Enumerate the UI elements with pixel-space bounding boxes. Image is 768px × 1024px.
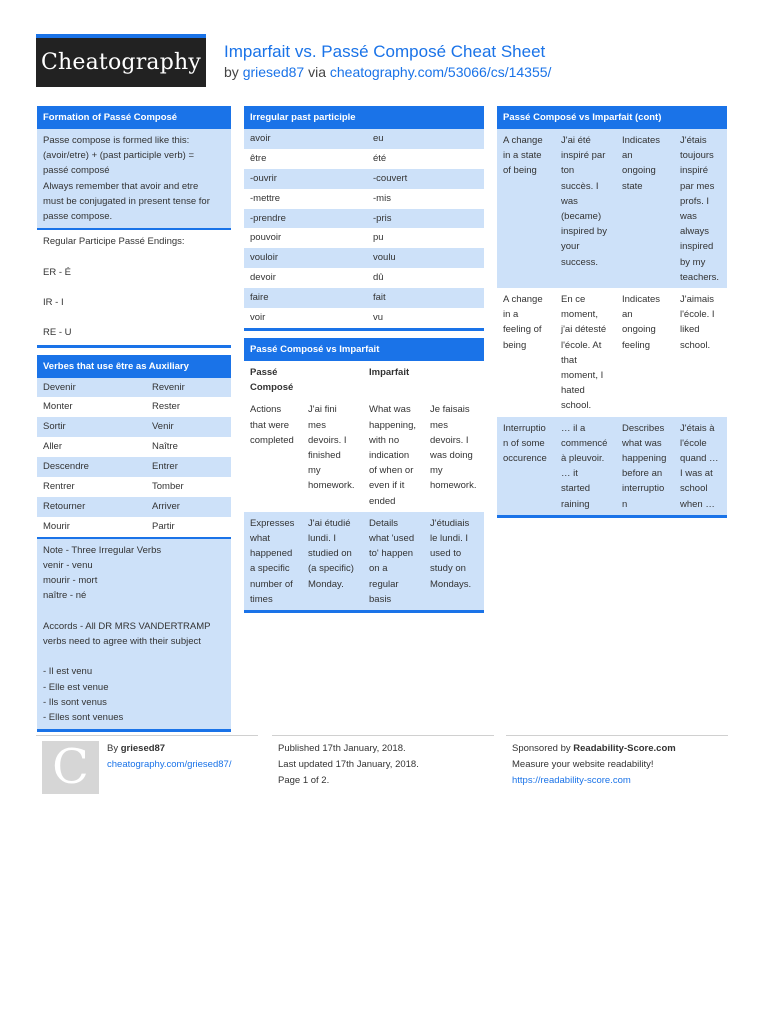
text-line: must be conjugated in present tense for <box>43 195 210 207</box>
footer-divider <box>36 735 258 736</box>
pc-vs-imp-header: Passé Composé vs Imparfait <box>244 338 484 361</box>
participle-row <box>244 129 484 149</box>
cell-right: voulu <box>373 252 396 264</box>
sponsor-tagline: Measure your website readability! <box>512 759 654 770</box>
table-cell: Details what 'used to' happen on a regular basis <box>369 517 415 605</box>
column-header: Passé Composé <box>250 366 294 394</box>
irregular-table <box>244 129 484 328</box>
page-title: Imparfait vs. Passé Composé Cheat Sheet <box>224 42 546 61</box>
cell-left: vouloir <box>250 252 278 264</box>
table-cell: Describes what was happening before an interruptio n <box>622 422 667 510</box>
note-line: - Il est venu <box>43 666 93 678</box>
cell-left: voir <box>250 312 266 324</box>
table-cell: Indicates an ongoing state <box>622 135 661 192</box>
table-cell: En ce moment, j'ai détesté l'école. At that moment, I hated school. <box>561 294 607 412</box>
cell-right: Partir <box>152 520 175 532</box>
table-cell: Expresses what happened a specific number of times <box>250 517 295 605</box>
participle-row <box>244 169 484 189</box>
column-3 <box>497 106 727 525</box>
formation-section <box>37 106 231 348</box>
verb-row <box>37 417 231 437</box>
column-2 <box>244 106 484 620</box>
page-number: Page 1 of 2. <box>278 775 330 786</box>
pc-vs-imp-cont-section <box>497 106 727 518</box>
participle-row <box>244 189 484 209</box>
cell-right: Arriver <box>152 500 180 512</box>
formation-text <box>37 129 231 228</box>
ending-line: ER - É <box>43 266 71 278</box>
ending-line <box>43 310 225 325</box>
participle-row <box>244 288 484 308</box>
table-cell: Interruptio n of some occurence <box>503 422 547 465</box>
table-cell: J'ai fini mes devoirs. I finished my homework. <box>308 404 355 492</box>
cell-left: Rentrer <box>43 481 75 493</box>
participle-row <box>244 149 484 169</box>
pc-vs-imp-table <box>244 361 484 610</box>
cell-right: Tomber <box>152 481 184 493</box>
byline <box>224 64 551 80</box>
column-header <box>302 365 363 395</box>
cell-right: fait <box>373 292 386 304</box>
author-avatar[interactable]: C <box>42 741 99 794</box>
note-line: venir - venu <box>43 559 93 571</box>
byline-by: by <box>224 64 239 80</box>
footer-author-link[interactable]: cheatography.com/griesed87/ <box>107 759 232 770</box>
irregular-header: Irregular past participle <box>244 106 484 129</box>
cell-right: pu <box>373 232 384 244</box>
table-cell: Indicates an ongoing feeling <box>622 294 661 351</box>
verb-row <box>37 457 231 477</box>
participle-row <box>244 308 484 328</box>
text-line: Passe compose is formed like this: <box>43 135 190 146</box>
participle-row <box>244 228 484 248</box>
table-row <box>244 398 484 511</box>
table-cell: J'ai étudié lundi. I studied on (a specific) Monday. <box>308 517 354 590</box>
cell-right: Rester <box>152 401 180 413</box>
cell-right: -mis <box>373 192 391 204</box>
cell-left: être <box>250 152 267 164</box>
author-link[interactable]: griesed87 <box>242 64 305 80</box>
table-cell: J'étais toujours inspiré par mes profs. I was always inspired by my teachers. <box>680 135 720 283</box>
note-line: Accords - All DR MRS VANDERTRAMP <box>43 620 211 632</box>
footer <box>36 735 728 805</box>
sponsor-name: Readability-Score.com <box>573 743 676 754</box>
cell-left: pouvoir <box>250 232 282 244</box>
note-line: - Ils sont venus <box>43 696 107 708</box>
note-line: Note - Three Irregular Verbs <box>43 544 162 556</box>
cell-right: dû <box>373 272 384 284</box>
sponsored-prefix: Sponsored by <box>512 743 571 754</box>
pc-vs-imp-cont-header: Passé Composé vs Imparfait (cont) <box>497 106 727 129</box>
table-cell: J'étudiais le lundi. I used to study on Mondays. <box>430 517 472 590</box>
etre-verbs-section <box>37 355 231 733</box>
table-cell: What was happening, with no indication of when or even if it ended <box>369 404 417 507</box>
cell-right: Revenir <box>152 381 185 393</box>
cell-right: Venir <box>152 421 174 433</box>
irregular-section <box>244 106 484 331</box>
cell-left: Aller <box>43 441 63 453</box>
cell-left: Devenir <box>43 381 76 393</box>
cell-left: Retourner <box>43 500 86 512</box>
footer-by: By <box>107 743 119 754</box>
ending-line <box>43 249 225 264</box>
table-cell: … il a commencé à pleuvoir. … it started raining <box>561 422 608 510</box>
text-line: Always remember that avoir and etre <box>43 180 199 192</box>
published-date: Published 17th January, 2018. <box>278 743 406 754</box>
cell-left: Sortir <box>43 421 66 433</box>
verb-row <box>37 497 231 517</box>
table-cell: J'aimais l'école. I liked school. <box>680 294 715 351</box>
cell-left: -mettre <box>250 192 281 204</box>
cell-left: Descendre <box>43 461 89 473</box>
participle-row <box>244 209 484 229</box>
note-line: - Elles sont venues <box>43 711 124 723</box>
column-1 <box>37 106 231 739</box>
table-cell: J'étais à l'école quand … I was at school when … <box>680 422 719 510</box>
updated-date: Last updated 17th January, 2018. <box>278 759 419 770</box>
ending-line: IR - I <box>43 297 64 308</box>
footer-dates <box>278 741 419 789</box>
cell-left: Monter <box>43 401 73 413</box>
table-row <box>497 129 727 288</box>
note-line: naître - né <box>43 590 87 602</box>
verb-row <box>37 378 231 398</box>
cell-right: vu <box>373 312 384 324</box>
table-row <box>497 288 727 417</box>
text-line: (avoir/etre) + (past participle verb) = <box>43 150 195 162</box>
etre-verbs-header: Verbes that use être as Auxiliary <box>37 355 231 378</box>
footer-divider <box>272 735 494 736</box>
footer-author-name: griesed87 <box>120 743 166 754</box>
formation-header: Formation of Passé Composé <box>37 106 231 129</box>
byline-via: via <box>308 64 326 80</box>
pc-vs-imp-section <box>244 338 484 613</box>
cell-left: devoir <box>250 272 276 284</box>
cell-left: faire <box>250 292 269 304</box>
footer-author <box>107 741 231 773</box>
column-header: Imparfait <box>369 366 410 378</box>
text-line: passé composé <box>43 165 110 177</box>
verb-row <box>37 397 231 417</box>
sheet-url-link[interactable]: cheatography.com/53066/cs/14355/ <box>329 64 552 80</box>
table-cell: J'ai été inspiré par ton succès. I was (became) inspired by your success. <box>561 135 607 268</box>
note-line: verbs need to agree with their subject <box>43 635 201 647</box>
table-cell: A change in a feeling of being <box>503 294 543 351</box>
footer-divider <box>506 735 728 736</box>
footer-sponsor <box>512 741 676 789</box>
table-row <box>244 512 484 610</box>
cell-right: été <box>373 152 387 164</box>
cell-left: -prendre <box>250 212 286 224</box>
cheatography-logo[interactable] <box>36 34 206 87</box>
verb-row <box>37 477 231 497</box>
participle-endings <box>37 228 231 344</box>
verb-row <box>37 437 231 457</box>
cell-right: -pris <box>373 212 392 224</box>
column-header <box>424 365 484 395</box>
cell-right: -couvert <box>373 172 408 184</box>
note-line: - Elle est venue <box>43 681 109 693</box>
pc-vs-imp-cont-table <box>497 129 727 515</box>
cell-left: -ouvrir <box>250 172 277 184</box>
note-line <box>43 604 225 619</box>
cell-left: Mourir <box>43 520 70 532</box>
table-cell: Actions that were completed <box>250 404 294 446</box>
table-header-row <box>244 361 484 398</box>
table-cell: A change in a state of being <box>503 135 543 177</box>
participle-row <box>244 248 484 268</box>
cell-left: avoir <box>250 133 271 144</box>
ending-line <box>43 280 225 295</box>
table-cell: Je faisais mes devoirs. I was doing my homework. <box>430 404 477 492</box>
ending-line: Regular Participe Passé Endings: <box>43 236 185 248</box>
text-line: passe compose. <box>43 211 113 223</box>
participle-row <box>244 268 484 288</box>
note-line: mourir - mort <box>43 575 98 587</box>
etre-verbs-notes <box>37 537 231 729</box>
table-row <box>497 417 727 515</box>
ending-line: RE - U <box>43 327 72 339</box>
etre-verbs-table <box>37 378 231 537</box>
cell-right: Entrer <box>152 461 178 473</box>
note-line <box>43 649 225 664</box>
verb-row <box>37 517 231 537</box>
sponsor-link[interactable]: https://readability-score.com <box>512 775 631 786</box>
cell-right: eu <box>373 133 384 144</box>
logo-text: Cheatography <box>40 50 202 75</box>
cell-right: Naître <box>152 441 178 453</box>
